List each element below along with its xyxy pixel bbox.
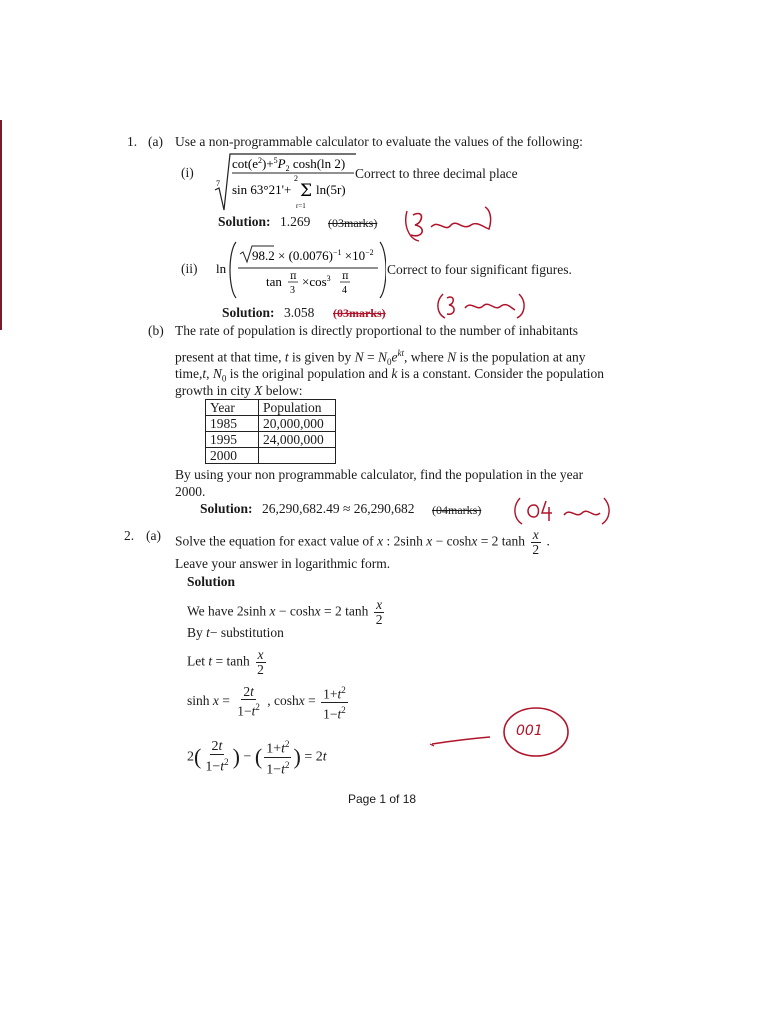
q2-by-substitution: By t− substitution bbox=[187, 625, 284, 640]
table-cell: 1995 bbox=[206, 432, 259, 448]
q1b-handwritten-marks-drawing bbox=[512, 495, 612, 527]
q2-we-have: We have 2sinh x − coshx = 2 tanh $\frac{x}{2}$ bbox=[187, 597, 383, 627]
svg-text:π: π bbox=[290, 271, 297, 282]
q2-solution-heading: Solution bbox=[187, 574, 236, 589]
q1ii-marks: (03marks) bbox=[333, 306, 386, 320]
svg-text:×cos3: $\times\cos^3$ bbox=[302, 274, 331, 289]
q2-by-label: By bbox=[187, 625, 203, 640]
q1i-handwritten-marks-drawing bbox=[405, 205, 495, 245]
q1b-solution-value: 26,290,682.49 ≈ 26,290,682 bbox=[262, 501, 415, 516]
q1i-expression bbox=[212, 150, 357, 212]
q2-line2: Leave your answer in logarithmic form. bbox=[175, 556, 391, 571]
handwritten-circled-mark: 001 bbox=[516, 723, 543, 739]
table-cell: 2000 bbox=[206, 448, 259, 464]
q1i-label: (i) bbox=[181, 165, 194, 180]
q1b-line3: time,t, $N_0$ is the original population and k is a constant. Consider the population bbox=[175, 366, 604, 384]
q1b-line3-c: is a constant. Consider the population bbox=[400, 366, 604, 381]
q1a-label: (a) bbox=[148, 134, 163, 149]
table-header-population: Population bbox=[259, 400, 336, 416]
table-header-row bbox=[206, 400, 336, 416]
q1b-line2: present at that time, t is given by $N = N_0e^{kt}$, where N is the population at any bbox=[175, 348, 586, 368]
svg-text:ln(5r): ln(5r) bbox=[316, 182, 346, 197]
svg-text:3: 3 bbox=[290, 285, 295, 296]
table-cell bbox=[259, 448, 336, 464]
formula-population: N bbox=[354, 349, 364, 365]
q2-we-have-label: We have bbox=[187, 603, 234, 619]
svg-text:r=1: r=1 bbox=[296, 202, 306, 210]
page-number-footer: Page 1 of 18 bbox=[348, 792, 417, 806]
q2a-text-main: Solve the equation for exact value of bbox=[175, 533, 374, 549]
svg-text:π: π bbox=[342, 271, 349, 282]
q1b-line4-b: below: bbox=[265, 383, 303, 398]
q2a-text: Solve the equation for exact value of x : 2sinh x − coshx = 2 tanh $\frac{x}{2}$ . bbox=[175, 527, 550, 557]
q1b-line4-a: growth in city bbox=[175, 383, 251, 398]
q1b-line3-b: is the original population and bbox=[229, 366, 389, 381]
q2a-label: (a) bbox=[146, 528, 161, 543]
q1-number: 1. bbox=[127, 134, 138, 149]
q1b-solution-label: Solution: bbox=[200, 501, 253, 516]
q1b-line1: The rate of population is directly proportional to the number of inhabitants bbox=[175, 323, 579, 338]
q2-number: 2. bbox=[124, 528, 135, 543]
population-table bbox=[205, 399, 336, 464]
q1b-line4: growth in city X below: bbox=[175, 383, 303, 398]
q1b-label: (b) bbox=[148, 323, 164, 338]
q1b-marks: (04marks) bbox=[432, 503, 482, 517]
svg-text:Σ: Σ bbox=[300, 181, 313, 201]
q1ii-solution-value: 3.058 bbox=[284, 305, 315, 320]
q1i-solution-value: 1.269 bbox=[280, 214, 311, 229]
table-header-year: Year bbox=[206, 400, 259, 416]
q1ii-instruction: Correct to four significant figures. bbox=[387, 262, 572, 277]
table-row bbox=[206, 448, 336, 464]
q1a-text: Use a non-programmable calculator to evaluate the values of the following: bbox=[175, 134, 583, 149]
q2-equation-step: 2( $\frac{2t}{1-t^2}$ ) − ( $\frac{1+t^2}{1-t^2}$ ) = 2t bbox=[187, 738, 327, 778]
svg-text:cot(e2)+5P2 cosh(ln 2): $\cot(e^2)+^5P_2$ cosh(ln 2) bbox=[232, 156, 346, 173]
q1b-line2-d: is the population at any bbox=[459, 349, 586, 365]
q1b-line2-b: is given by bbox=[291, 349, 352, 365]
q1b-line3-a: time, bbox=[175, 366, 203, 381]
q2-substitution-label: − substitution bbox=[209, 625, 284, 640]
left-edge-mark bbox=[0, 120, 2, 330]
q1ii-expression bbox=[214, 238, 386, 302]
table-row bbox=[206, 416, 336, 432]
q2-let-label: Let bbox=[187, 653, 205, 669]
q2-sinh-cosh-formulas: sinh x = $\frac{2t}{1-t^2}$ , coshx = $\frac{1+t^2}{1-t^2}$ bbox=[187, 684, 346, 721]
table-cell: 20,000,000 bbox=[259, 416, 336, 432]
q1b-line5: By using your non programmable calculator, find the population in the year bbox=[175, 467, 584, 482]
svg-text:tan: tan bbox=[266, 274, 282, 289]
var-t: t bbox=[284, 349, 289, 365]
svg-text:4: 4 bbox=[342, 285, 347, 296]
q1ii-solution-label: Solution: bbox=[222, 305, 275, 320]
q1ii-handwritten-marks-drawing bbox=[435, 290, 527, 320]
svg-text:2: 2 bbox=[294, 174, 298, 183]
svg-text:98.2 × (0.0076)−1 ×10−2: $98.2 \times (0.0076)^{-1} \times 10^{-2}$ bbox=[252, 248, 374, 263]
table-row bbox=[206, 432, 336, 448]
q1b-line6: 2000. bbox=[175, 484, 206, 499]
table-cell: 24,000,000 bbox=[259, 432, 336, 448]
table-cell: 1985 bbox=[206, 416, 259, 432]
q1i-solution-label: Solution: bbox=[218, 214, 271, 229]
q1i-instruction: Correct to three decimal place bbox=[355, 166, 518, 181]
svg-text:sin 63°21'+: sin 63°21'+ bbox=[232, 182, 292, 197]
handwritten-annotation-drawing bbox=[428, 700, 578, 762]
q2-let-t: Let t = tanh $\frac{x}{2}$ bbox=[187, 647, 264, 677]
q1b-line2-c: , where bbox=[404, 349, 444, 365]
svg-text:7: 7 bbox=[216, 179, 220, 188]
q1ii-label: (ii) bbox=[181, 261, 198, 276]
svg-text:ln: ln bbox=[216, 261, 227, 276]
q1i-marks: (03marks) bbox=[328, 216, 378, 230]
q1b-line2-a: present at that time, bbox=[175, 349, 282, 365]
